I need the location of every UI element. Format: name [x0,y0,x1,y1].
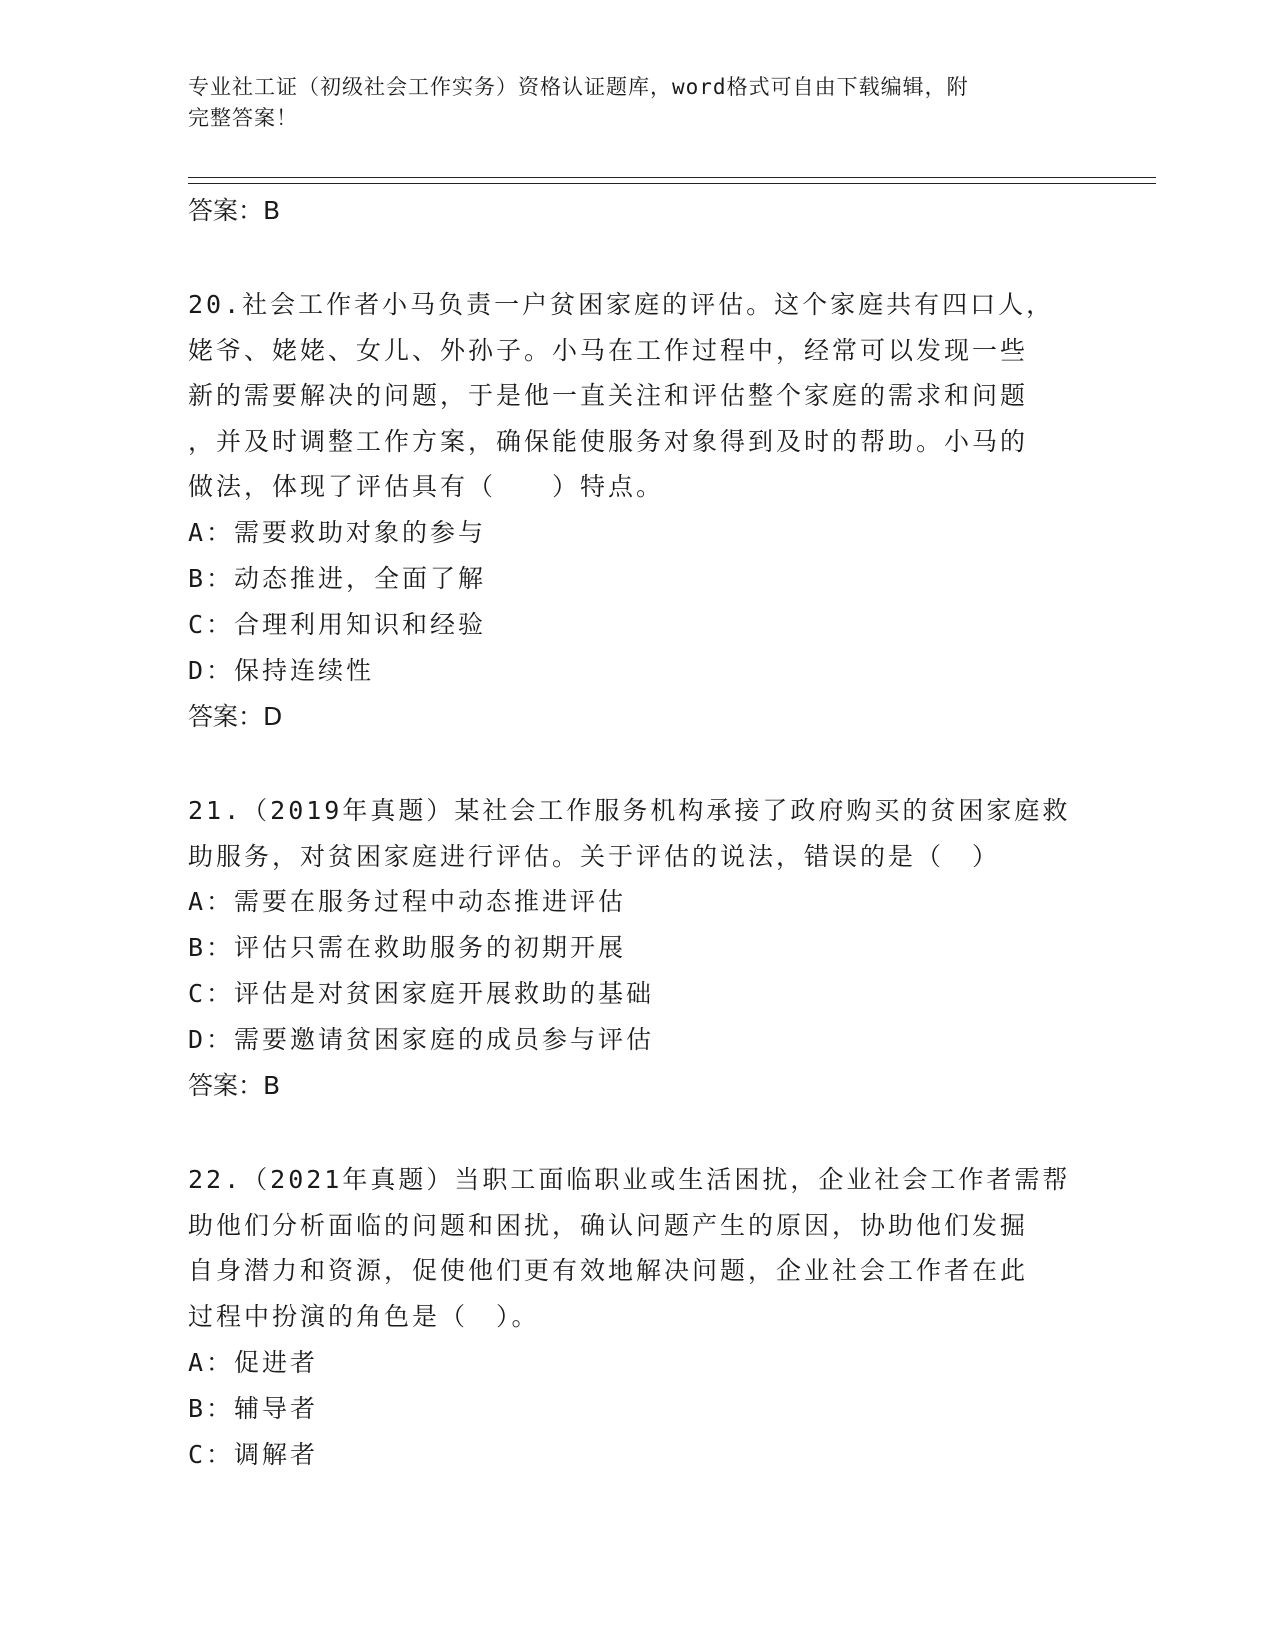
question-list [188,188,1098,1478]
option-d: D：需要邀请贫困家庭的成员参与评估 [188,1025,655,1055]
stem-line: 做法，体现了评估具有（ ）特点。 [188,472,665,502]
option-c: C：合理利用知识和经验 [188,609,487,639]
option-a: A：促进者 [188,1347,319,1377]
header-text-line-2: 完整答案！ [188,106,298,130]
stem-line: 姥爷、姥姥、女儿、外孙子。小马在工作过程中，经常可以发现一些 [188,335,1029,365]
stem-line: 自身潜力和资源，促使他们更有效地解决问题，企业社会工作者在此 [188,1256,1029,1286]
stem-line: 22.（2021年真题）当职工面临职业或生活困扰，企业社会工作者需帮 [188,1165,1071,1195]
option-c: C：评估是对贫困家庭开展救助的基础 [188,979,655,1009]
page-header [188,72,1088,134]
option-b: B：动态推进，全面了解 [188,563,487,593]
stem-line: 21.（2019年真题）某社会工作服务机构承接了政府购买的贫困家庭救 [188,795,1071,825]
stem-line: ，并及时调整工作方案，确保能使服务对象得到及时的帮助。小马的 [188,426,1029,456]
option-d: D：保持连续性 [188,655,375,685]
option-b: B：辅导者 [188,1393,319,1423]
question-20 [188,282,1098,740]
option-c: C：调解者 [188,1439,319,1469]
stem-line: 助他们分析面临的问题和困扰，确认问题产生的原因，协助他们发掘 [188,1210,1029,1240]
header-divider-top [188,177,1156,178]
question-22 [188,1157,1098,1477]
option-a: A：需要在服务过程中动态推进评估 [188,887,627,917]
question-stem [188,788,1098,879]
answer-line: 答案：D [188,701,283,731]
answer-line: 答案：B [188,1071,281,1101]
answer-line: 答案：B [188,196,281,225]
option-a: A：需要救助对象的参与 [188,517,487,547]
stem-line: 20.社会工作者小马负责一户贫困家庭的评估。这个家庭共有四口人， [188,290,1055,319]
stem-line: 新的需要解决的问题，于是他一直关注和评估整个家庭的需求和问题 [188,381,1029,411]
option-b: B：评估只需在救助服务的初期开展 [188,933,627,963]
question-21 [188,788,1098,1109]
stem-line: 助服务，对贫困家庭进行评估。关于评估的说法，错误的是（ ） [188,841,1001,871]
question-stem [188,1157,1098,1339]
question-stem [188,282,1098,510]
stem-line: 过程中扮演的角色是（ ）。 [188,1301,540,1331]
header-text-line-1: 专业社工证（初级社会工作实务）资格认证题库，word格式可自由下载编辑，附 [188,75,969,99]
header-divider-bottom [188,183,1156,184]
